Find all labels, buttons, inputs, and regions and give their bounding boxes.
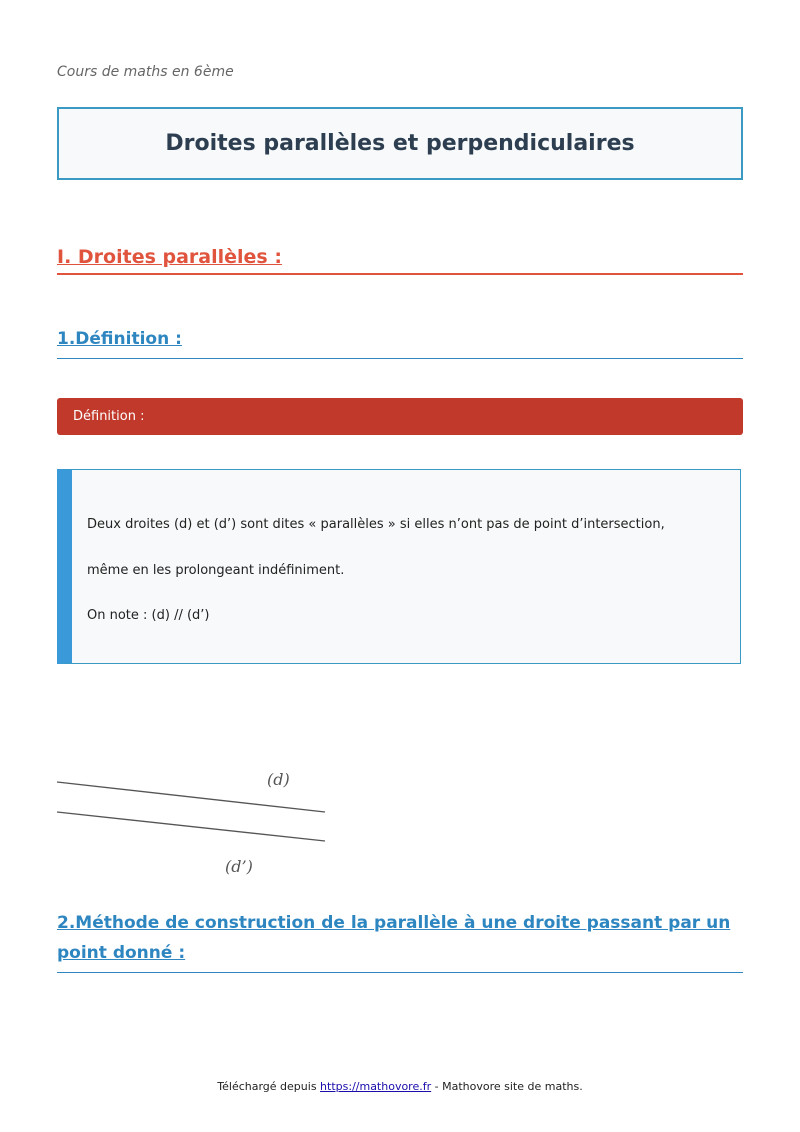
footer-link[interactable]: https://mathovore.fr: [320, 1080, 432, 1093]
subsection-heading-text: 1.Définition :: [57, 329, 182, 349]
label-d: (d): [267, 770, 290, 789]
title-box: [57, 107, 743, 180]
subsection-heading-construction: [57, 908, 743, 973]
footer-prefix: Téléchargé depuis: [217, 1080, 321, 1093]
definition-line: Deux droites (d) et (d’) sont dites « parallèles » si elles n’ont pas de point d’intersection,: [87, 517, 665, 532]
section-heading-text: I. Droites parallèles :: [57, 246, 282, 268]
parallel-lines-figure: [55, 760, 345, 885]
section-heading-parallel: [57, 246, 743, 275]
definition-box: [57, 469, 741, 664]
page-title: Droites parallèles et perpendiculaires: [165, 131, 635, 156]
line-d-prime: [57, 812, 325, 841]
footer-suffix: - Mathovore site de maths.: [431, 1080, 583, 1093]
course-label: Cours de maths en 6ème: [57, 64, 234, 80]
definition-header-bar: [57, 398, 743, 435]
definition-label: Définition :: [73, 409, 145, 424]
subsection-heading-definition: [57, 324, 743, 359]
definition-line: On note : (d) // (d’): [87, 608, 210, 623]
definition-line: même en les prolongeant indéfiniment.: [87, 563, 345, 578]
subsection-heading-text: 2.Méthode de construction de la parallèle à une droite passant par un point donné :: [57, 913, 731, 963]
footer: [0, 1080, 800, 1093]
label-d-prime: (d’): [225, 857, 253, 876]
